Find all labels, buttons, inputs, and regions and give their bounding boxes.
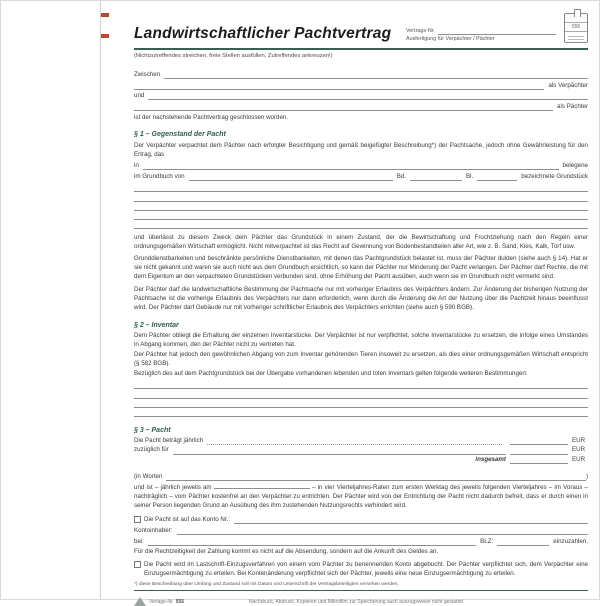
eur-label: EUR xyxy=(572,437,586,445)
direct-debit-option: Die Pacht wird im Lastschrift-Einzugsverfahren von einem vom Pächter zu benennenden Konto abgebucht. Der Pächter verpflichtet sich, dem Verpächter eine Einzugsermächtigung zu erteilen. Bei Kontenänderung verpflichtet sich der Pächter, jeweils eine neue Einzugsermächtigung zu erteilen. xyxy=(134,560,588,578)
bank-field[interactable] xyxy=(148,538,476,546)
write-in-line[interactable] xyxy=(134,220,588,229)
bd-label: Bd. xyxy=(396,173,407,180)
section-1-heading: § 1 – Gegenstand der Pacht xyxy=(134,130,226,138)
publisher-logo-icon xyxy=(134,597,146,606)
grundbuch-label: im Grundbuch von xyxy=(134,173,185,180)
einzuzahlen-label: einzuzahlen. xyxy=(553,537,588,545)
footnote: *) diese Beschreibung über Umfang und Zustand soll mit Datum und Unterschrift der Vertragsbeteiligten versehen werden. xyxy=(134,582,399,588)
lessee-name-field[interactable] xyxy=(148,92,588,100)
paragraph: Der Verpächter verpachtet dem Pächter nach erfolgter Besichtigung und gemäß beigefügter Beschreibung*) der Pachtsache, jedoch ohne Gewährleistung für den Ertrag, das xyxy=(134,142,588,158)
surcharge-label: zuzüglich für xyxy=(134,446,169,454)
parties-block xyxy=(134,70,588,121)
rent-per-year-label: Die Pacht beträgt jährlich xyxy=(134,437,204,445)
zwischen-label: Zwischen xyxy=(134,71,161,78)
page-footer xyxy=(134,597,588,606)
write-in-line[interactable] xyxy=(134,380,588,389)
eur-label: EUR xyxy=(572,446,586,454)
vertrags-nr-field[interactable] xyxy=(438,27,556,35)
form-header xyxy=(134,13,588,50)
lessee-name-field2[interactable] xyxy=(134,103,553,111)
paragraph: Dem Pächter obliegt die Erhaltung der einzelnen Inventarstücke. Der Verpächter ist nur verpflichtet, solche Inventarstücke zu ersetzen, die infolge eines Umstandes in Abgang kommen, den der Pächter nicht zu vertreten hat. xyxy=(134,331,588,348)
in-label: in xyxy=(134,162,139,169)
blz-field[interactable] xyxy=(497,538,549,546)
account-option-label: Die Pacht ist auf das Konto Nr.: xyxy=(144,515,230,523)
dotted-leader xyxy=(207,437,502,445)
paragraph: Der Pächter hat jedoch den gewöhnlichen Abgang von zum Inventar gehörenden Tieren insoweit zu ersetzen, als dies einer ordnungsgemäßen Wirtschaft entspricht (§ 582 BGB). xyxy=(134,350,588,367)
belegene-label: belegene xyxy=(562,162,588,169)
instruction-note: (Nichtzutreffendes streichen, freie Stellen ausfüllen, Zutreffendes ankreuzen!) xyxy=(134,53,333,59)
clipboard-clip-icon xyxy=(574,9,581,17)
paragraph: Grunddienstbarkeiten und beschränkte persönliche Dienstbarkeiten, mit denen das Pachtgrundstück belastet ist, muss der Pächter dulden (siehe auch § 14). Hat er sie nicht gekannt und waren sie auch nicht aus dem Grundbuch ersichtlich, so kann der Pächter nur Minderung der Pacht verlangen. Der Pächter darf Rechte, die mit dem Eigentum an den verpachteten Grundstücken verbunden sind, ohne Erhöhung der Pacht ausüben, auch wenn sie im Grundbuch nicht vermerkt sind. xyxy=(134,255,588,281)
location-field[interactable] xyxy=(143,162,559,170)
write-in-line[interactable] xyxy=(134,192,588,201)
und-label: und xyxy=(134,92,145,99)
form-number-icon xyxy=(564,13,588,43)
amount-in-words-field[interactable] xyxy=(166,473,586,481)
form-title: Landwirtschaftlicher Pachtvertrag xyxy=(134,25,392,42)
write-in-line[interactable] xyxy=(134,389,588,398)
rent-amount-field[interactable] xyxy=(510,437,568,445)
band-field[interactable] xyxy=(410,173,462,181)
inventory-lines xyxy=(134,380,588,417)
account-number-field[interactable] xyxy=(234,516,588,524)
copyright-note: Nachdruck, Abdruck, Kopieren und Mikrofilm zur Speicherung auch auszugsweise nicht gestattet xyxy=(249,598,464,605)
publisher-block xyxy=(134,597,184,606)
sheet-left-edge xyxy=(100,1,101,599)
write-in-line[interactable] xyxy=(134,408,588,417)
write-in-line[interactable] xyxy=(134,211,588,220)
write-in-line[interactable] xyxy=(134,202,588,211)
account-holder-label: Kontoinhaber: xyxy=(134,526,173,534)
registration-mark xyxy=(101,13,109,17)
payment-terms-paragraph: und ist – jährlich jeweils am – in vier Vierteljahres-Raten zum ersten Werktag des jeweils folgenden Vierteljahres – im Voraus – nachträglich – vom Pächter kostenfrei an den Verpächter zu entrichten. Der Pächter wird von der Entrichtung der Pacht nicht dadurch befreit, dass er durch einen in seiner Person liegenden Grund an Ausübung des ihm zustehenden Nutzungsrechts verhindert wird. xyxy=(134,483,588,509)
total-label: insgesamt xyxy=(475,455,506,463)
account-holder-field[interactable] xyxy=(177,527,588,535)
in-worten-label: (in Worten xyxy=(134,472,163,480)
grundbuch-field[interactable] xyxy=(189,173,393,181)
vertrags-nr-label: Vertrags-Nr. xyxy=(406,27,435,34)
total-amount-field[interactable] xyxy=(510,456,568,464)
section-3-heading: § 3 – Pacht xyxy=(134,427,171,435)
write-in-line[interactable] xyxy=(134,183,588,192)
als-paechter-label: als Pächter xyxy=(557,102,588,110)
timeliness-note: Für die Rechtzeitigkeit der Zahlung kommt es nicht auf die Absendung, sondern auf die Ankunft des Geldes an. xyxy=(134,548,439,556)
surcharge-amount-field[interactable] xyxy=(510,447,568,455)
publisher-label: Verlags-Nr. xyxy=(149,598,174,605)
eur-label: EUR xyxy=(572,455,586,463)
bl-label: Bl. xyxy=(466,173,474,180)
footer-rule xyxy=(134,590,588,591)
blz-label: BLZ: xyxy=(480,537,494,545)
bezeichnete-label: bezeichnete Grundstück xyxy=(521,173,588,180)
als-verpaechter-label: als Verpächter xyxy=(548,81,588,89)
ausfertigung-label: Ausfertigung für Verpächter / Pächter xyxy=(406,35,495,42)
direct-debit-checkbox[interactable] xyxy=(134,561,141,568)
bank-label: bei: xyxy=(134,537,144,545)
payment-date-field[interactable] xyxy=(214,483,310,489)
lessor-name-field2[interactable] xyxy=(134,82,544,90)
intro-closing: ist der nachstehende Pachtvertrag geschlossen worden. xyxy=(134,113,289,121)
close-paren-label: ) xyxy=(585,472,588,480)
surcharge-field[interactable] xyxy=(173,447,506,455)
property-description-lines xyxy=(134,183,588,229)
form-number: 555 xyxy=(565,22,587,32)
publisher-number: 555 xyxy=(175,598,185,605)
lessor-name-field[interactable] xyxy=(164,71,588,79)
paragraph: und überlässt zu diesem Zweck dem Pächter das Grundstück in einem Zustand, der die Bewirtschaftung und Fruchtziehung nach den Regeln einer ordnungsgemäßen Wirtschaft ermöglicht. Nicht mitverpachtet ist das Recht auf Gewinnung von Bodenbestandteilen aller Art, wie z. B. Sand, Kies, Kalk, Torf usw. xyxy=(134,233,588,250)
account-checkbox[interactable] xyxy=(134,516,141,523)
paragraph: Der Pächter darf die landwirtschaftliche Bestimmung der Pachtsache nur mit vorheriger Erlaubnis des Verpächters ändern. Zur Änderung der bisherigen Nutzung der Pachtsache ist die vorherige Erlaubnis des Verpächters nur dann erforderlich, wenn durch die Änderung die Art der Nutzung über die Pachtzeit hinaus beeinflusst wird. Der Pächter darf Gebäude nur mit vorheriger schriftlicher Erlaubnis des Verpächters errichten (siehe auch § 590 BGB). xyxy=(134,285,588,311)
paragraph: Bezüglich des auf dem Pachtgrundstück bei der Übergabe vorhandenen lebenden und toten Inventars gelten folgende weiteren Bestimmungen: xyxy=(134,369,528,377)
blatt-field[interactable] xyxy=(477,173,517,181)
section-2-heading: § 2 – Inventar xyxy=(134,321,179,329)
write-in-line[interactable] xyxy=(134,399,588,408)
registration-mark xyxy=(101,34,109,38)
